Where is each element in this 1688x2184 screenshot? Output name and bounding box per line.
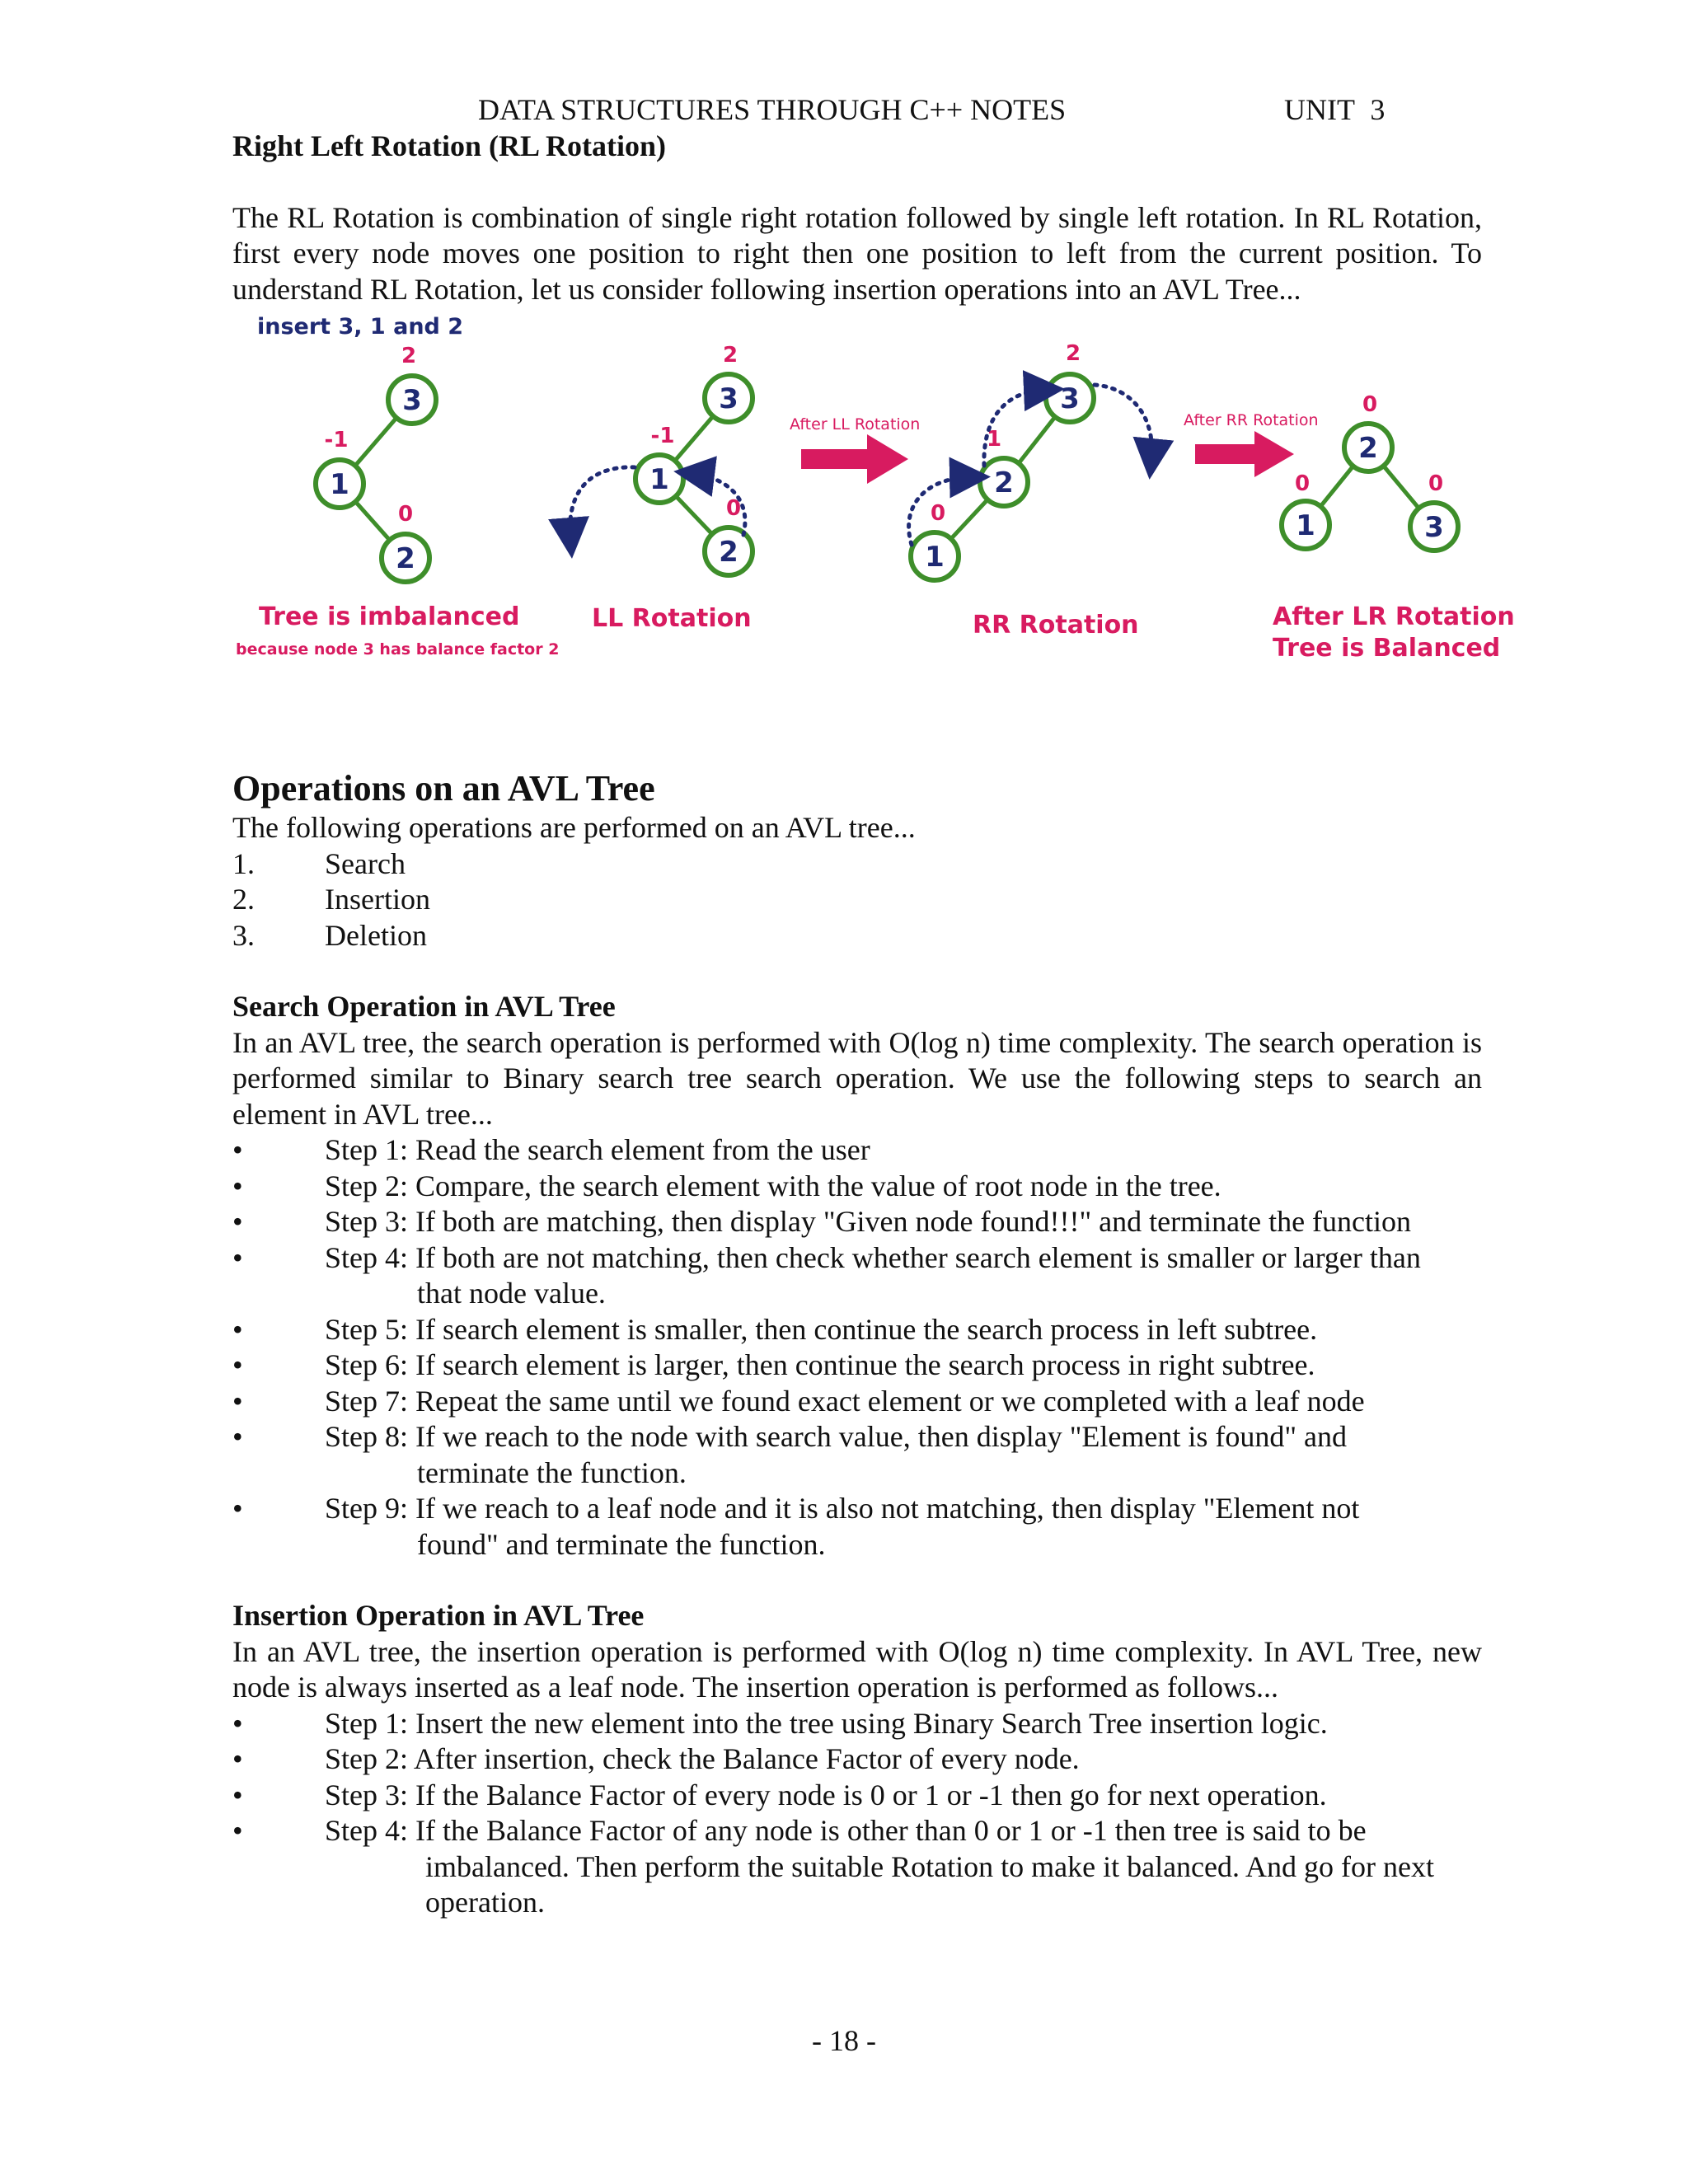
step-continuation: that node value. xyxy=(417,1277,606,1310)
rotate-left-arrow-icon xyxy=(570,467,635,538)
right-arrow-icon xyxy=(801,434,908,484)
list-item xyxy=(232,1741,1482,1778)
list-item xyxy=(232,1813,1482,1921)
stage-subcaption: because node 3 has balance factor 2 xyxy=(236,640,560,658)
node-label: 1 xyxy=(330,468,349,501)
bullet-marker: • xyxy=(232,1706,243,1740)
stage-caption: After LR Rotation xyxy=(1273,602,1515,631)
step-text: Step 9: If we reach to a leaf node and it is also not matching, then display "Element not xyxy=(325,1492,1360,1525)
list-number: 1. xyxy=(232,846,255,880)
balance-factor: 0 xyxy=(930,501,946,526)
balance-factor: 2 xyxy=(1065,341,1081,366)
rl-paragraph: The RL Rotation is combination of single right rotation followed by single left rotation. In RL Rotation, first every node moves one position to right then one position to left from the current position. To understand RL Rotation, let us consider following insertion operations into an AVL Tree... xyxy=(232,200,1482,306)
bullet-marker: • xyxy=(232,1420,243,1453)
step-text: Step 4: If the Balance Factor of any node is other than 0 or 1 or -1 then tree is said to be xyxy=(325,1814,1367,1847)
list-item xyxy=(232,1132,1482,1169)
step-continuation: found" and terminate the function. xyxy=(417,1527,826,1561)
bullet-marker: • xyxy=(232,1348,243,1381)
header-title: DATA STRUCTURES THROUGH C++ NOTES xyxy=(478,93,1067,126)
bullet-marker: • xyxy=(232,1814,243,1847)
bullet-marker: • xyxy=(232,1240,243,1274)
list-text: Search xyxy=(325,846,406,880)
bullet-marker: • xyxy=(232,1384,243,1418)
list-text: Insertion xyxy=(325,883,430,916)
page-number: - 18 - xyxy=(812,2024,876,2057)
balance-factor: 0 xyxy=(1428,471,1444,496)
list-item xyxy=(232,918,1482,954)
insert-label: insert 3, 1 and 2 xyxy=(257,314,464,340)
stage-caption: Tree is Balanced xyxy=(1273,634,1501,663)
list-item xyxy=(232,1169,1482,1205)
search-intro: In an AVL tree, the search operation is performed with O(log n) time complexity. The search operation is performed similar to Binary search tree search operation. We use the following steps to search an element in AVL tree... xyxy=(232,1025,1482,1131)
node-label: 2 xyxy=(719,536,738,569)
right-arrow-icon xyxy=(1195,431,1294,477)
search-heading: Search Operation in AVL Tree xyxy=(232,990,616,1023)
balance-factor: 0 xyxy=(725,496,742,521)
step-text: Step 5: If search element is smaller, then continue the search process in left subtree. xyxy=(325,1312,1318,1346)
node-label: 2 xyxy=(1358,432,1378,465)
step-text: Step 4: If both are not matching, then check whether search element is smaller or larger than xyxy=(325,1240,1421,1274)
balance-factor: 0 xyxy=(1362,392,1378,417)
step-text: Step 3: If both are matching, then display "Given node found!!!" and terminate the function xyxy=(325,1205,1412,1238)
list-item xyxy=(232,846,1482,883)
after-ll-arrow xyxy=(790,415,920,484)
bullet-marker: • xyxy=(232,1133,243,1166)
step-text: Step 2: After insertion, check the Balance Factor of every node. xyxy=(325,1742,1080,1775)
stage-caption: LL Rotation xyxy=(592,604,752,633)
rl-heading: Right Left Rotation (RL Rotation) xyxy=(232,129,666,162)
after-ll-label: After LL Rotation xyxy=(790,415,921,434)
list-number: 3. xyxy=(232,918,255,952)
list-item xyxy=(232,1419,1482,1491)
node-label: 3 xyxy=(1424,511,1444,544)
stage-2-tree xyxy=(570,343,753,633)
bullet-marker: • xyxy=(232,1778,243,1811)
list-item xyxy=(232,1204,1482,1240)
bullet-marker: • xyxy=(232,1205,243,1238)
list-item xyxy=(232,1778,1482,1814)
balance-factor: 2 xyxy=(401,344,417,368)
list-item xyxy=(232,1240,1482,1312)
balance-factor: 0 xyxy=(1294,471,1311,496)
step-continuation: operation. xyxy=(425,1886,545,1919)
step-continuation: terminate the function. xyxy=(417,1455,687,1489)
after-rr-label: After RR Rotation xyxy=(1184,411,1319,429)
stage-caption: RR Rotation xyxy=(973,611,1139,640)
node-label: 3 xyxy=(402,384,422,417)
stage-caption: Tree is imbalanced xyxy=(259,602,520,631)
list-item xyxy=(232,1384,1482,1420)
step-text: Step 3: If the Balance Factor of every node is 0 or 1 or -1 then go for next operation. xyxy=(325,1778,1327,1811)
node-label: 1 xyxy=(925,541,945,574)
page-content xyxy=(232,129,1515,1921)
list-item xyxy=(232,1706,1482,1742)
step-text: Step 1: Read the search element from the user xyxy=(325,1133,870,1166)
step-text: Step 2: Compare, the search element with the value of root node in the tree. xyxy=(325,1169,1221,1202)
list-text: Deletion xyxy=(325,918,427,952)
rl-rotation-figure xyxy=(232,309,1515,696)
node-label: 2 xyxy=(994,466,1014,499)
step-text: Step 1: Insert the new element into the tree using Binary Search Tree insertion logic. xyxy=(325,1706,1328,1740)
insertion-heading: Insertion Operation in AVL Tree xyxy=(232,1599,645,1632)
rotate-right-arrow-icon xyxy=(1095,385,1152,459)
insertion-intro: In an AVL tree, the insertion operation is performed with O(log n) time complexity. In AVL Tree, new node is always inserted as a leaf node. The insertion operation is performed as follows... xyxy=(232,1634,1482,1704)
after-rr-arrow xyxy=(1184,411,1319,477)
balance-factor: -1 xyxy=(650,424,675,448)
step-continuation: imbalanced. Then perform the suitable Rotation to make it balanced. And go for next xyxy=(425,1849,1434,1883)
node-label: 1 xyxy=(1296,509,1315,542)
bullet-marker: • xyxy=(232,1169,243,1202)
balance-factor: 1 xyxy=(986,427,1002,452)
list-item xyxy=(232,1347,1482,1384)
node-label: 3 xyxy=(1060,382,1080,415)
balance-factor: 2 xyxy=(722,343,738,368)
list-number: 2. xyxy=(232,883,255,916)
step-text: Step 6: If search element is larger, then continue the search process in right subtree. xyxy=(325,1348,1315,1381)
stage-1-tree xyxy=(236,344,559,658)
balance-factor: -1 xyxy=(324,428,349,452)
bullet-marker: • xyxy=(232,1312,243,1346)
node-label: 1 xyxy=(649,463,669,496)
bullet-marker: • xyxy=(232,1742,243,1775)
stage-3-tree xyxy=(909,341,1152,640)
header-unit: UNIT 3 xyxy=(1284,93,1386,126)
node-label: 3 xyxy=(719,382,738,415)
list-item xyxy=(232,1312,1482,1348)
operations-heading: Operations on an AVL Tree xyxy=(232,768,655,808)
bullet-marker: • xyxy=(232,1492,243,1525)
balance-factor: 0 xyxy=(397,502,414,527)
step-text: Step 7: Repeat the same until we found exact element or we completed with a leaf node xyxy=(325,1384,1365,1418)
step-text: Step 8: If we reach to the node with search value, then display "Element is found" and xyxy=(325,1420,1348,1453)
rl-rotation-diagram xyxy=(232,309,1515,696)
list-item xyxy=(232,1491,1482,1563)
stage-4-tree xyxy=(1273,392,1515,663)
operations-intro: The following operations are performed on an AVL tree... xyxy=(232,811,916,844)
node-label: 2 xyxy=(396,542,415,575)
list-item xyxy=(232,882,1482,918)
